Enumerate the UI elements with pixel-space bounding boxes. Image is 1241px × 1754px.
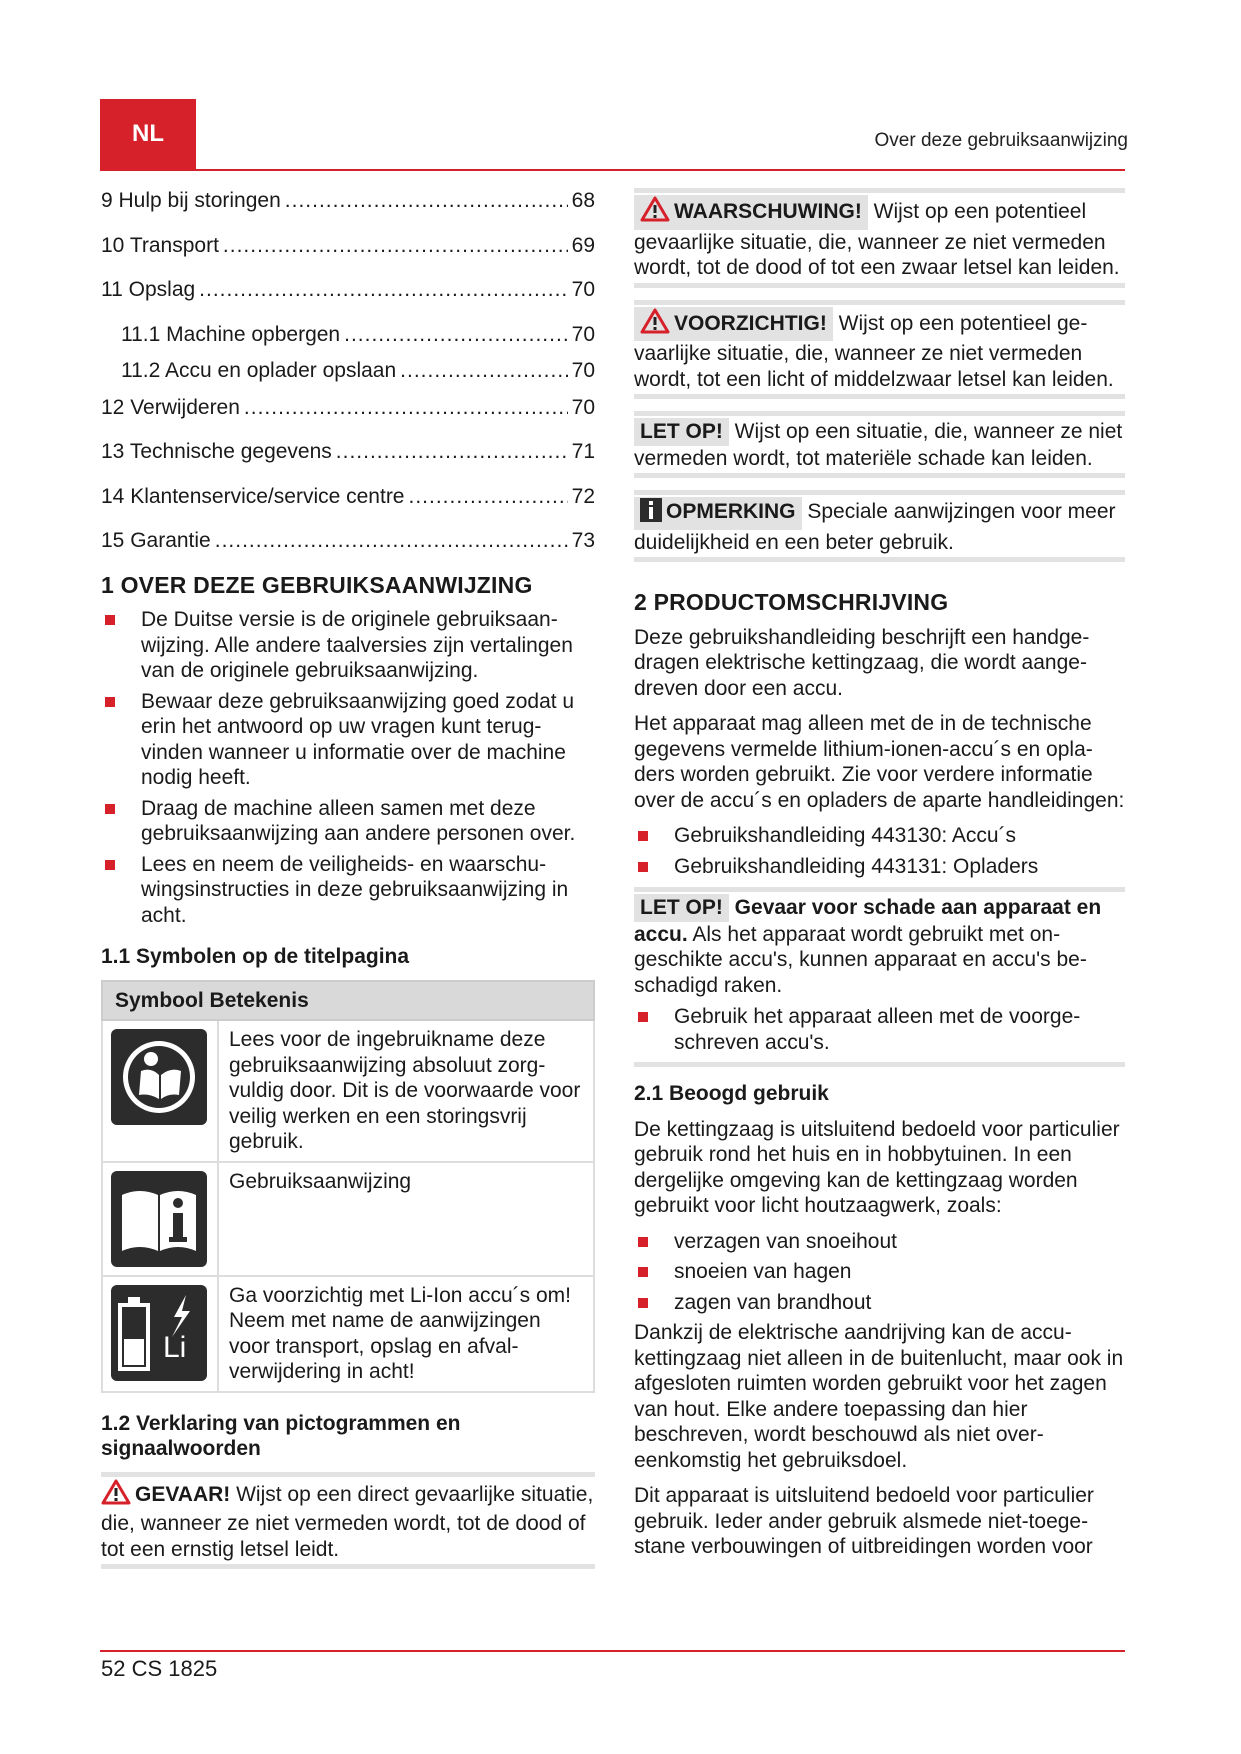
right-column <box>634 188 1125 1570</box>
warning-triangle-icon <box>640 308 670 341</box>
toc-label: 13 Technische gegevens <box>101 440 332 463</box>
toc-page: 70 <box>571 322 595 346</box>
toc-label: 11.2 Accu en oplader opslaan <box>121 359 397 382</box>
toc-label: 14 Klantenservice/service centre <box>101 484 405 508</box>
toc-label: 11 Opslag <box>101 278 196 301</box>
manual-info-icon <box>111 1171 207 1267</box>
toc-page: 73 <box>571 529 595 552</box>
toc-page: 70 <box>571 278 595 301</box>
toc-leader <box>409 484 568 510</box>
toc-page: 68 <box>571 189 595 212</box>
subsection-1-1-heading: 1.1 Symbolen op de titelpagina <box>101 945 410 968</box>
list-item: Gebruikshandleiding 443130: Accu´s <box>634 823 1125 849</box>
list-item: Draag de machine alleen samen met deze gebruiksaanwijzing aan andere personen over. <box>101 796 595 847</box>
paragraph: De kettingzaag is uitsluitend bedoeld voor particulier gebruik rond het huis en in hobbytuinen. In een dergelijke omgeving kan de kettingzaag worden gebruikt voor licht houtzaagwerk, zoals: <box>634 1117 1120 1217</box>
toc-leader <box>336 439 568 465</box>
symbol-table <box>101 980 595 1393</box>
language-badge: NL <box>100 99 196 169</box>
toc-page: 72 <box>571 484 595 508</box>
read-manual-icon <box>111 1029 207 1125</box>
toc-entry[interactable] <box>101 528 595 554</box>
toc-leader <box>199 277 567 303</box>
notice-waarschuwing: WAARSCHUWING! Wijst op een potentieel gevaarlijke situatie, die, wanneer ze niet vermeden wordt, tot de dood of tot een zwaar letsel kan leiden. <box>634 188 1125 288</box>
notice-let-op-damage: LET OP! Gevaar voor schade aan apparaat en accu. Als het apparaat wordt gebruikt met ongeschikte accu's, kunnen apparaat en accu's beschadigd raken. Gebruik het apparaat alleen met de voorgeschreven accu's. <box>634 887 1125 1067</box>
paragraph: Dankzij de elektrische aandrijving kan de accu-kettingzaag niet alleen in de buitenlucht, maar ook in afgesloten ruimten worden gebruikt voor het zagen van hout. Elke andere toepassing dan hier beschreven, wordt beschouwd als niet overeenkomstig het gebruiksdoel. <box>634 1321 1124 1472</box>
page-number: 52 CS 1825 <box>101 1656 218 1681</box>
notice-bullets <box>634 1004 1125 1055</box>
bullet-square <box>638 831 648 841</box>
paragraph: Het apparaat mag alleen met de in de technische gegevens vermelde lithium-ionen-accu´s en opladers worden gebruikt. Zie voor verdere informatie over de accu´s en opladers de aparte handleidingen: <box>634 712 1125 812</box>
toc-entry[interactable] <box>101 358 595 384</box>
toc-entry[interactable] <box>101 322 595 348</box>
header-rule <box>100 169 1125 171</box>
list-item: De Duitse versie is de originele gebruiksaanwijzing. Alle andere taalversies zijn vertalingen van de originele gebruiksaanwijzing. <box>101 607 595 684</box>
toc-leader <box>215 528 568 554</box>
toc-leader <box>285 188 568 214</box>
list-item: Lees en neem de veiligheids- en waarschuwingsinstructies in deze gebruiksaanwijzing in acht. <box>101 852 595 929</box>
table-row <box>102 1020 594 1162</box>
toc-leader <box>244 395 568 421</box>
footer-rule <box>100 1650 1125 1652</box>
list-item: verzagen van snoeihout <box>634 1229 1125 1255</box>
section-2-heading: 2 PRODUCTOMSCHRIJVING <box>634 589 949 615</box>
toc-leader <box>344 322 568 348</box>
subsection-1-2-heading: 1.2 Verklaring van pictogrammen en signaalwoorden <box>101 1411 461 1460</box>
bullet-square <box>638 1267 648 1277</box>
toc-entry[interactable] <box>101 439 595 465</box>
notice-opmerking: OPMERKING Speciale aanwijzingen voor meer duidelijkheid en een beter gebruik. <box>634 490 1125 562</box>
toc-label: 11.1 Machine opbergen <box>121 322 341 346</box>
list-item: snoeien van hagen <box>634 1259 1125 1285</box>
toc-label: 10 Transport <box>101 233 219 257</box>
paragraph: Deze gebruikshandleiding beschrijft een handgedragen elektrische kettingzaag, die wordt aangedreven door een accu. <box>634 625 1090 700</box>
li-label: Li <box>163 1330 187 1364</box>
table-of-contents <box>101 188 595 554</box>
symbol-meaning: Gebruiksaanwijzing <box>218 1162 594 1276</box>
info-icon <box>640 498 662 529</box>
list-item: Bewaar deze gebruiksaanwijzing goed zodat u erin het antwoord op uw vragen kunt terugvinden wanneer u informatie over de machine nodig heeft. <box>101 689 595 791</box>
intended-uses <box>634 1229 1125 1316</box>
toc-entry[interactable] <box>101 277 595 303</box>
section-1-heading: 1 OVER DEZE GEBRUIKSAANWIJZING <box>101 571 533 598</box>
bullet-square <box>638 1237 648 1247</box>
toc-entry[interactable] <box>101 233 595 259</box>
notice-gevaar: GEVAAR! Wijst op een direct gevaarlijke situatie, die, wanneer ze niet vermeden wordt, tot de dood of tot een ernstig letsel leidt. <box>101 1472 595 1570</box>
toc-page: 69 <box>571 233 595 257</box>
bullet-square <box>105 615 115 625</box>
list-item: Gebruik het apparaat alleen met de voorgeschreven accu's. <box>634 1004 1125 1055</box>
toc-label: 9 Hulp bij storingen <box>101 189 281 212</box>
bullet-square <box>105 804 115 814</box>
bullet-square <box>105 697 115 707</box>
toc-label: 12 Verwijderen <box>101 395 240 419</box>
toc-leader <box>400 358 567 384</box>
warning-triangle-icon <box>640 196 670 229</box>
bullet-square <box>638 1012 648 1022</box>
bullet-square <box>105 860 115 870</box>
toc-entry[interactable] <box>101 188 595 214</box>
notice-voorzichtig: VOORZICHTIG! Wijst op een potentieel gevaarlijke situatie, die, wanneer ze niet vermeden wordt, tot een licht of middelzwaar letsel kan leiden. <box>634 300 1125 400</box>
section-1-bullets <box>101 607 595 928</box>
notice-let-op: LET OP! Wijst op een situatie, die, wanneer ze niet vermeden wordt, tot materiële schade kan leiden. <box>634 411 1125 478</box>
warning-triangle-icon <box>101 1479 131 1512</box>
bullet-square <box>638 862 648 872</box>
subsection-2-1-heading: 2.1 Beoogd gebruik <box>634 1082 829 1105</box>
paragraph: Dit apparaat is uitsluitend bedoeld voor particulier gebruik. Ieder ander gebruik alsmede niet-toegestane verbouwingen of uitbreidingen worden voor <box>634 1484 1094 1558</box>
toc-leader <box>223 233 568 259</box>
li-ion-battery-icon <box>111 1285 207 1381</box>
left-column <box>101 188 595 1581</box>
manual-references <box>634 823 1125 879</box>
toc-page: 71 <box>571 440 595 463</box>
toc-entry[interactable] <box>101 484 595 510</box>
symbol-meaning: Ga voorzichtig met Li-Ion accu´s om! Neem met name de aanwijzingen voor transport, opslag en afvalverwijdering in acht! <box>218 1276 594 1392</box>
toc-page: 70 <box>571 395 595 419</box>
symbol-table-header: Symbool Betekenis <box>102 981 594 1021</box>
running-header-title: Over deze gebruiksaanwijzing <box>874 130 1128 151</box>
list-item: zagen van brandhout <box>634 1290 1125 1316</box>
table-row <box>102 1276 594 1392</box>
toc-entry[interactable] <box>101 395 595 421</box>
toc-page: 70 <box>571 359 595 382</box>
bullet-square <box>638 1298 648 1308</box>
toc-label: 15 Garantie <box>101 529 211 552</box>
table-row <box>102 1162 594 1276</box>
symbol-meaning: Lees voor de ingebruikname deze gebruiksaanwijzing absoluut zorgvuldig door. Dit is de voorwaarde voor veilig werken en een storingsvrij gebruik. <box>218 1020 594 1162</box>
list-item: Gebruikshandleiding 443131: Opladers <box>634 854 1125 880</box>
